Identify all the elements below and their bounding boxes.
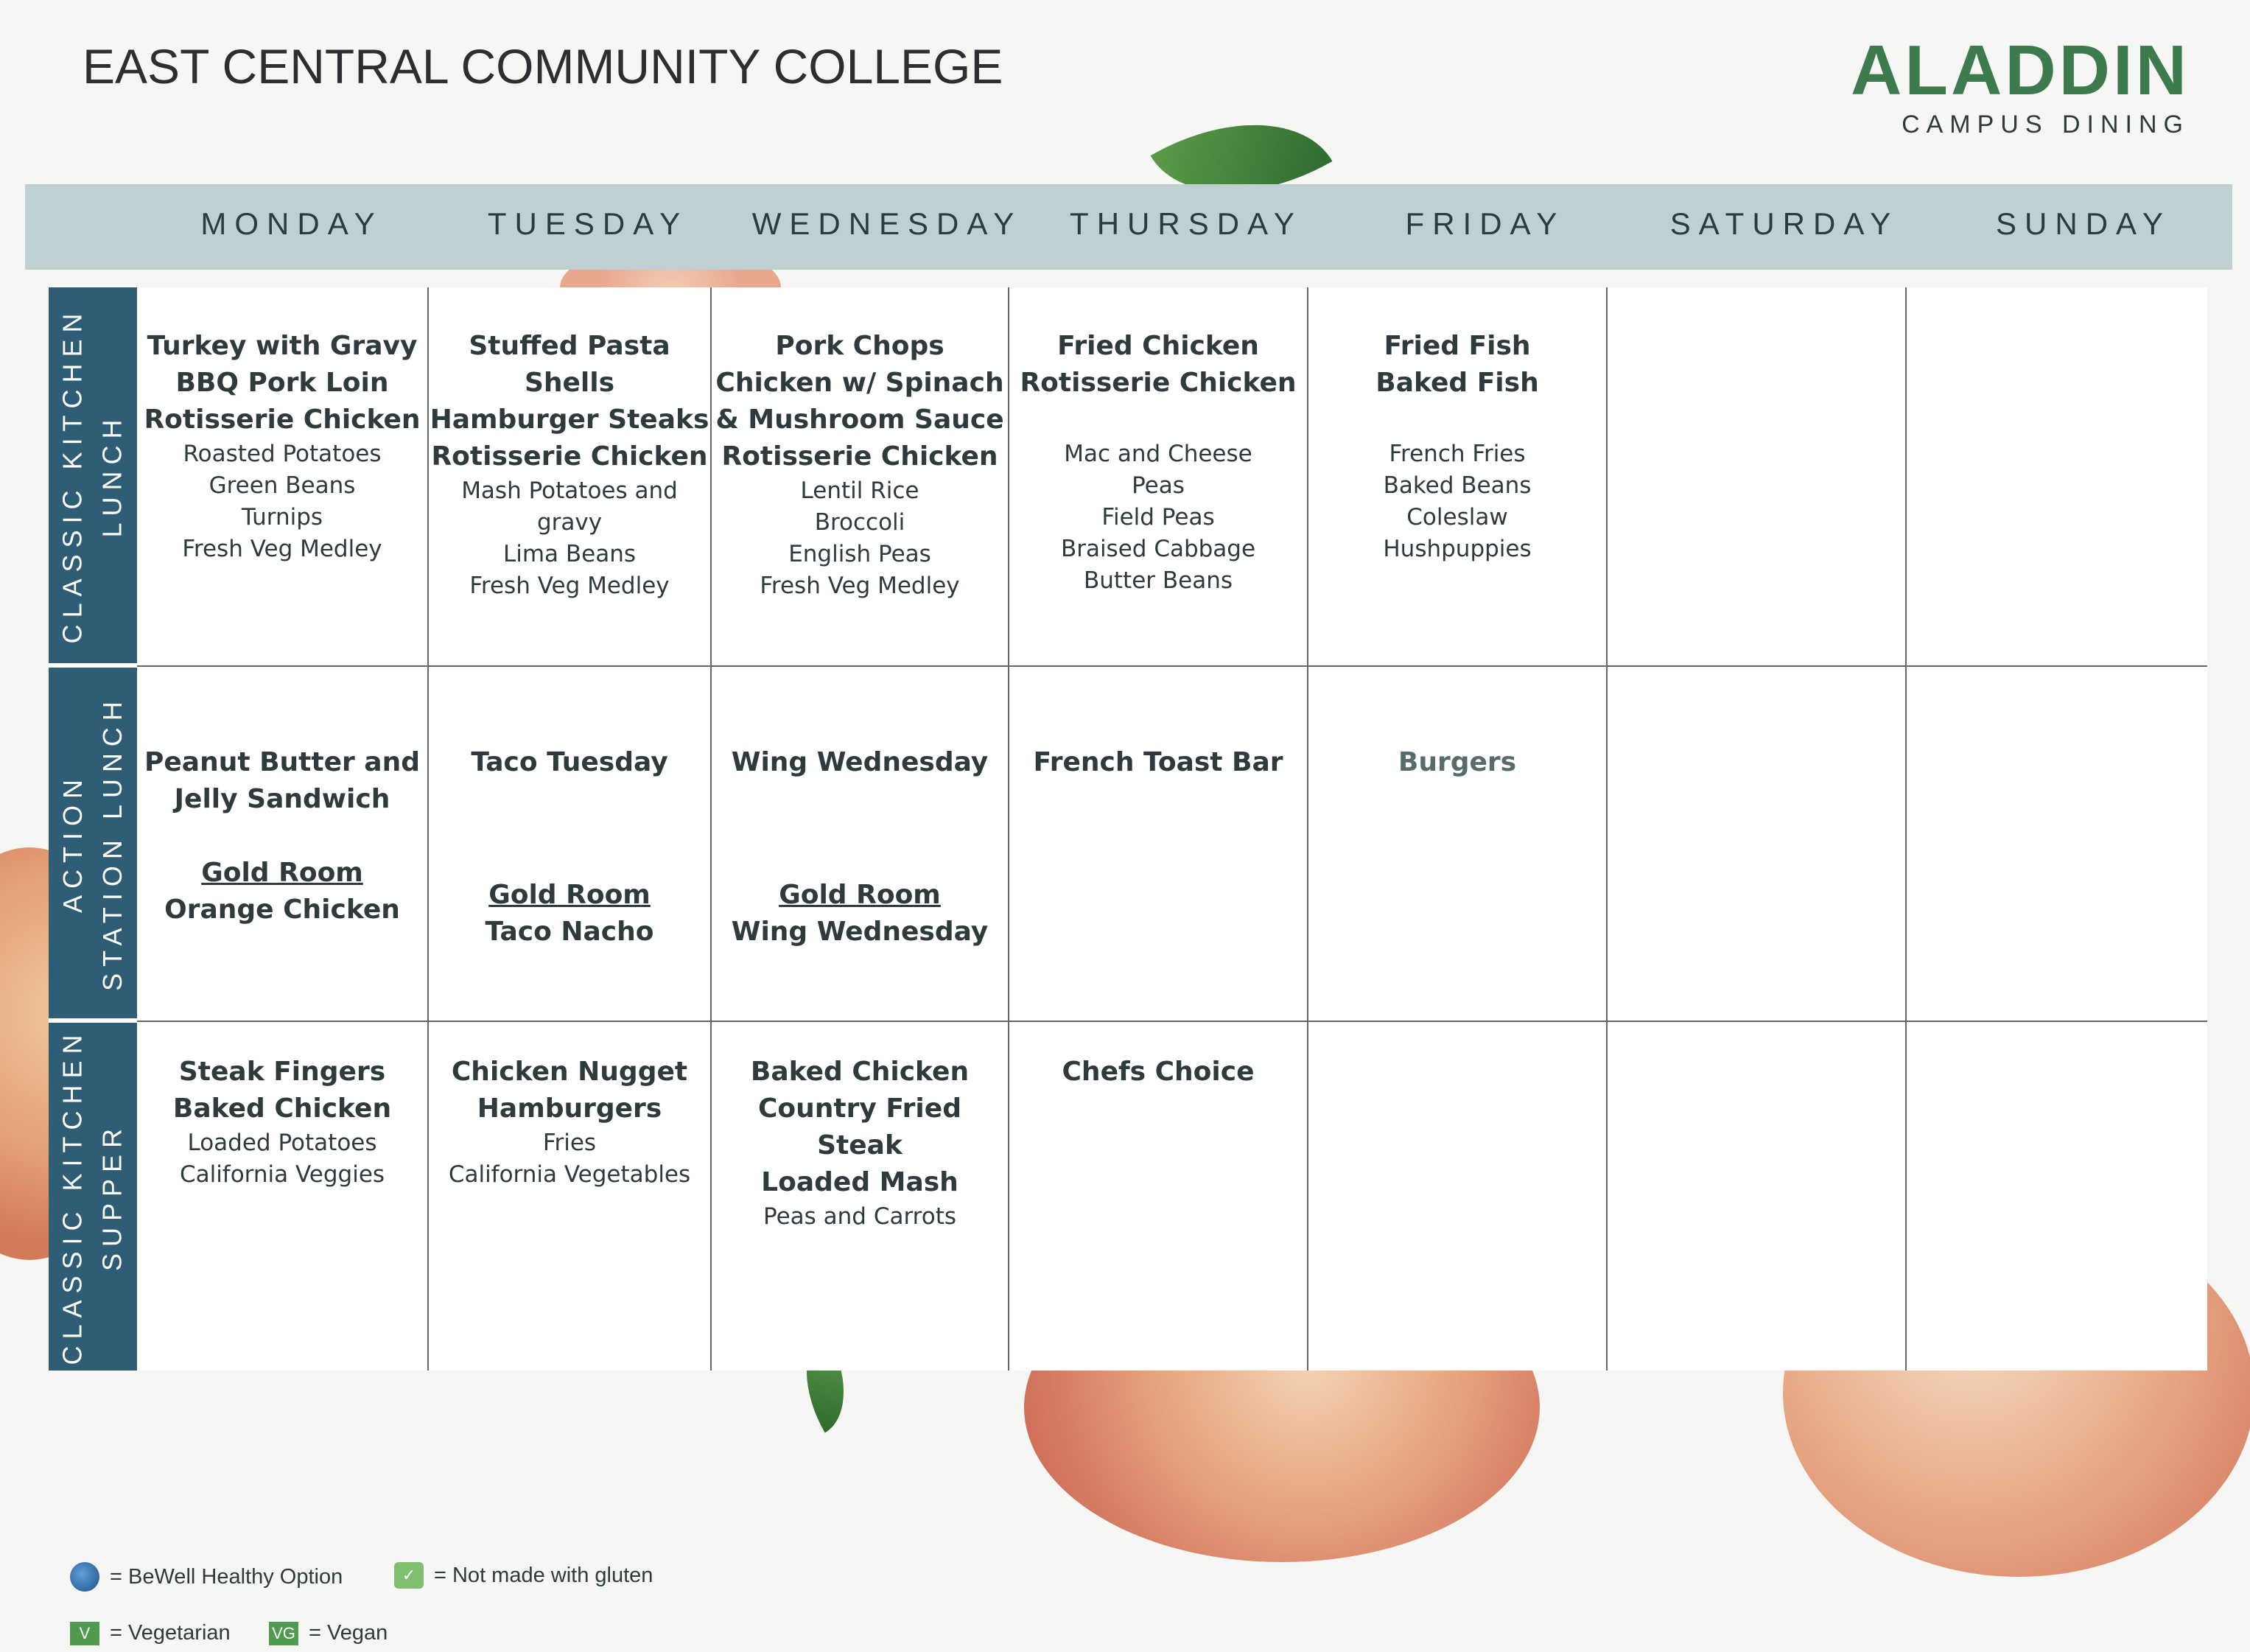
menu-item: gravy <box>536 509 603 536</box>
menu-item: Jelly Sandwich <box>174 784 390 814</box>
menu-item: French Fries <box>1389 441 1526 467</box>
menu-item: & Mushroom Sauce <box>715 405 1004 435</box>
menu-item: Peas and Carrots <box>763 1203 957 1230</box>
legend-vegan-text: = Vegan <box>309 1621 388 1645</box>
menu-item: Butter Beans <box>1083 567 1233 594</box>
menu-item: Peanut Butter and <box>144 747 420 777</box>
menu-cell-friday-action <box>1308 744 1606 781</box>
menu-item: Baked Fish <box>1375 368 1539 398</box>
menu-item: Lima Beans <box>502 541 637 567</box>
day-tuesday: TUESDAY <box>487 206 689 241</box>
menu-item: Hushpuppies <box>1383 536 1532 562</box>
menu-item: Orange Chicken <box>164 895 400 925</box>
day-header-bar <box>25 184 2232 270</box>
legend-vegetarian-text: = Vegetarian <box>110 1621 231 1645</box>
grid-divider <box>1905 287 1907 1371</box>
bewell-icon <box>70 1562 99 1592</box>
menu-item: California Veggies <box>179 1161 385 1188</box>
menu-item: English Peas <box>788 541 931 567</box>
menu-item: Taco Nacho <box>485 917 654 947</box>
menu-grid <box>49 287 2207 1371</box>
grid-divider <box>137 1021 2207 1022</box>
row-label-line: ACTION <box>57 773 88 914</box>
row-label-line: STATION LUNCH <box>97 695 127 991</box>
legend-bewell <box>70 1562 343 1592</box>
menu-item: Braised Cabbage <box>1060 536 1256 562</box>
menu-item: Wing Wednesday <box>731 747 989 777</box>
row-label-classic-lunch <box>49 287 137 663</box>
day-sunday: SUNDAY <box>1996 206 2171 241</box>
menu-item: Fresh Veg Medley <box>182 536 382 562</box>
menu-item: BBQ Pork Loin <box>175 368 389 398</box>
day-saturday: SATURDAY <box>1669 206 1899 241</box>
menu-item: Baked Beans <box>1383 472 1532 499</box>
grid-divider <box>1606 287 1608 1371</box>
vegan-icon: VG <box>269 1622 298 1645</box>
menu-item: Chicken w/ Spinach <box>715 368 1004 398</box>
legend-gluten-text: = Not made with gluten <box>434 1563 653 1587</box>
menu-item: Field Peas <box>1101 504 1215 531</box>
menu-item: Loaded Potatoes <box>187 1130 377 1156</box>
legend-bewell-text: = BeWell Healthy Option <box>110 1564 343 1589</box>
menu-cell-tuesday-supper <box>429 1054 710 1191</box>
row-label-action-station <box>49 668 137 1018</box>
menu-cell-thursday-supper <box>1009 1054 1307 1091</box>
menu-cell-monday-action <box>137 744 427 928</box>
menu-item: Broccoli <box>814 509 905 536</box>
menu-item: Fried Chicken <box>1057 331 1259 361</box>
menu-item: Chicken Nugget <box>451 1057 688 1087</box>
menu-item: Burgers <box>1398 747 1517 777</box>
menu-cell-friday-lunch <box>1308 328 1606 565</box>
menu-item: Fries <box>542 1130 597 1156</box>
row-label-line: LUNCH <box>97 413 128 538</box>
legend-gluten <box>394 1562 653 1589</box>
row-label-classic-supper <box>49 1023 137 1371</box>
menu-item: Wing Wednesday <box>731 917 989 947</box>
gold-room-heading: Gold Room <box>779 880 941 910</box>
menu-item: Coleslaw <box>1406 504 1508 531</box>
gluten-free-icon: ✓ <box>394 1562 424 1589</box>
college-title: EAST CENTRAL COMMUNITY COLLEGE <box>83 39 1003 94</box>
menu-item: Roasted Potatoes <box>183 441 382 467</box>
menu-cell-wednesday-action <box>712 744 1008 951</box>
menu-item: Fresh Veg Medley <box>469 573 670 599</box>
menu-item: Steak Fingers <box>178 1057 386 1087</box>
menu-cell-wednesday-lunch <box>712 328 1008 602</box>
menu-item: Mash Potatoes and <box>461 477 678 504</box>
menu-item: Fried Fish <box>1384 331 1531 361</box>
day-wednesday: WEDNESDAY <box>751 206 1023 241</box>
menu-item: Taco Tuesday <box>471 747 668 777</box>
gold-room-heading: Gold Room <box>488 880 651 910</box>
menu-item: Fresh Veg Medley <box>760 573 960 599</box>
menu-item: Rotisserie Chicken <box>431 441 708 472</box>
legend-vegan <box>269 1621 388 1645</box>
legend-vegetarian <box>70 1621 231 1645</box>
menu-cell-thursday-action <box>1009 744 1307 781</box>
menu-item: Rotisserie Chicken <box>721 441 998 472</box>
menu-item: Lentil Rice <box>800 477 919 504</box>
menu-cell-tuesday-action <box>429 744 710 951</box>
menu-item: Rotisserie Chicken <box>1020 368 1297 398</box>
logo-subtitle: CAMPUS DINING <box>1902 111 2190 139</box>
menu-item: Hamburgers <box>477 1093 662 1124</box>
menu-item: Peas <box>1132 472 1185 499</box>
vegetarian-icon: V <box>70 1622 99 1645</box>
menu-cell-monday-supper <box>137 1054 427 1191</box>
menu-item: Rotisserie Chicken <box>144 405 421 435</box>
gold-room-heading: Gold Room <box>201 858 363 888</box>
menu-item: Hamburger Steaks <box>430 405 709 435</box>
row-label-line: CLASSIC KITCHEN <box>57 1028 88 1365</box>
menu-item: Pork Chops <box>775 331 944 361</box>
menu-item: Country Fried Steak <box>758 1093 961 1161</box>
menu-cell-tuesday-lunch <box>429 328 710 602</box>
menu-cell-wednesday-supper <box>712 1054 1008 1233</box>
day-monday: MONDAY <box>200 206 383 241</box>
grid-divider <box>137 665 2207 667</box>
menu-item: Turkey with Gravy <box>147 331 418 361</box>
menu-cell-thursday-lunch <box>1009 328 1307 597</box>
menu-item: Baked Chicken <box>172 1093 392 1124</box>
menu-cell-monday-lunch <box>137 328 427 565</box>
menu-item: Baked Chicken <box>750 1057 970 1087</box>
menu-item: Mac and Cheese <box>1064 441 1252 467</box>
menu-item: Loaded Mash <box>761 1167 958 1197</box>
aladdin-logo <box>1851 31 2190 139</box>
menu-item: Stuffed Pasta <box>469 331 670 361</box>
row-label-line: CLASSIC KITCHEN <box>57 307 88 644</box>
logo-name: ALADDIN <box>1851 31 2190 110</box>
menu-item: Chefs Choice <box>1062 1057 1255 1087</box>
menu-item: Green Beans <box>208 472 356 499</box>
day-friday: FRIDAY <box>1405 206 1566 241</box>
menu-item: French Toast Bar <box>1033 747 1283 777</box>
row-label-line: SUPPER <box>97 1121 128 1272</box>
day-thursday: THURSDAY <box>1070 206 1303 241</box>
menu-item: Shells <box>524 368 615 398</box>
menu-item: Turnips <box>241 504 323 531</box>
menu-item: California Vegetables <box>448 1161 691 1188</box>
